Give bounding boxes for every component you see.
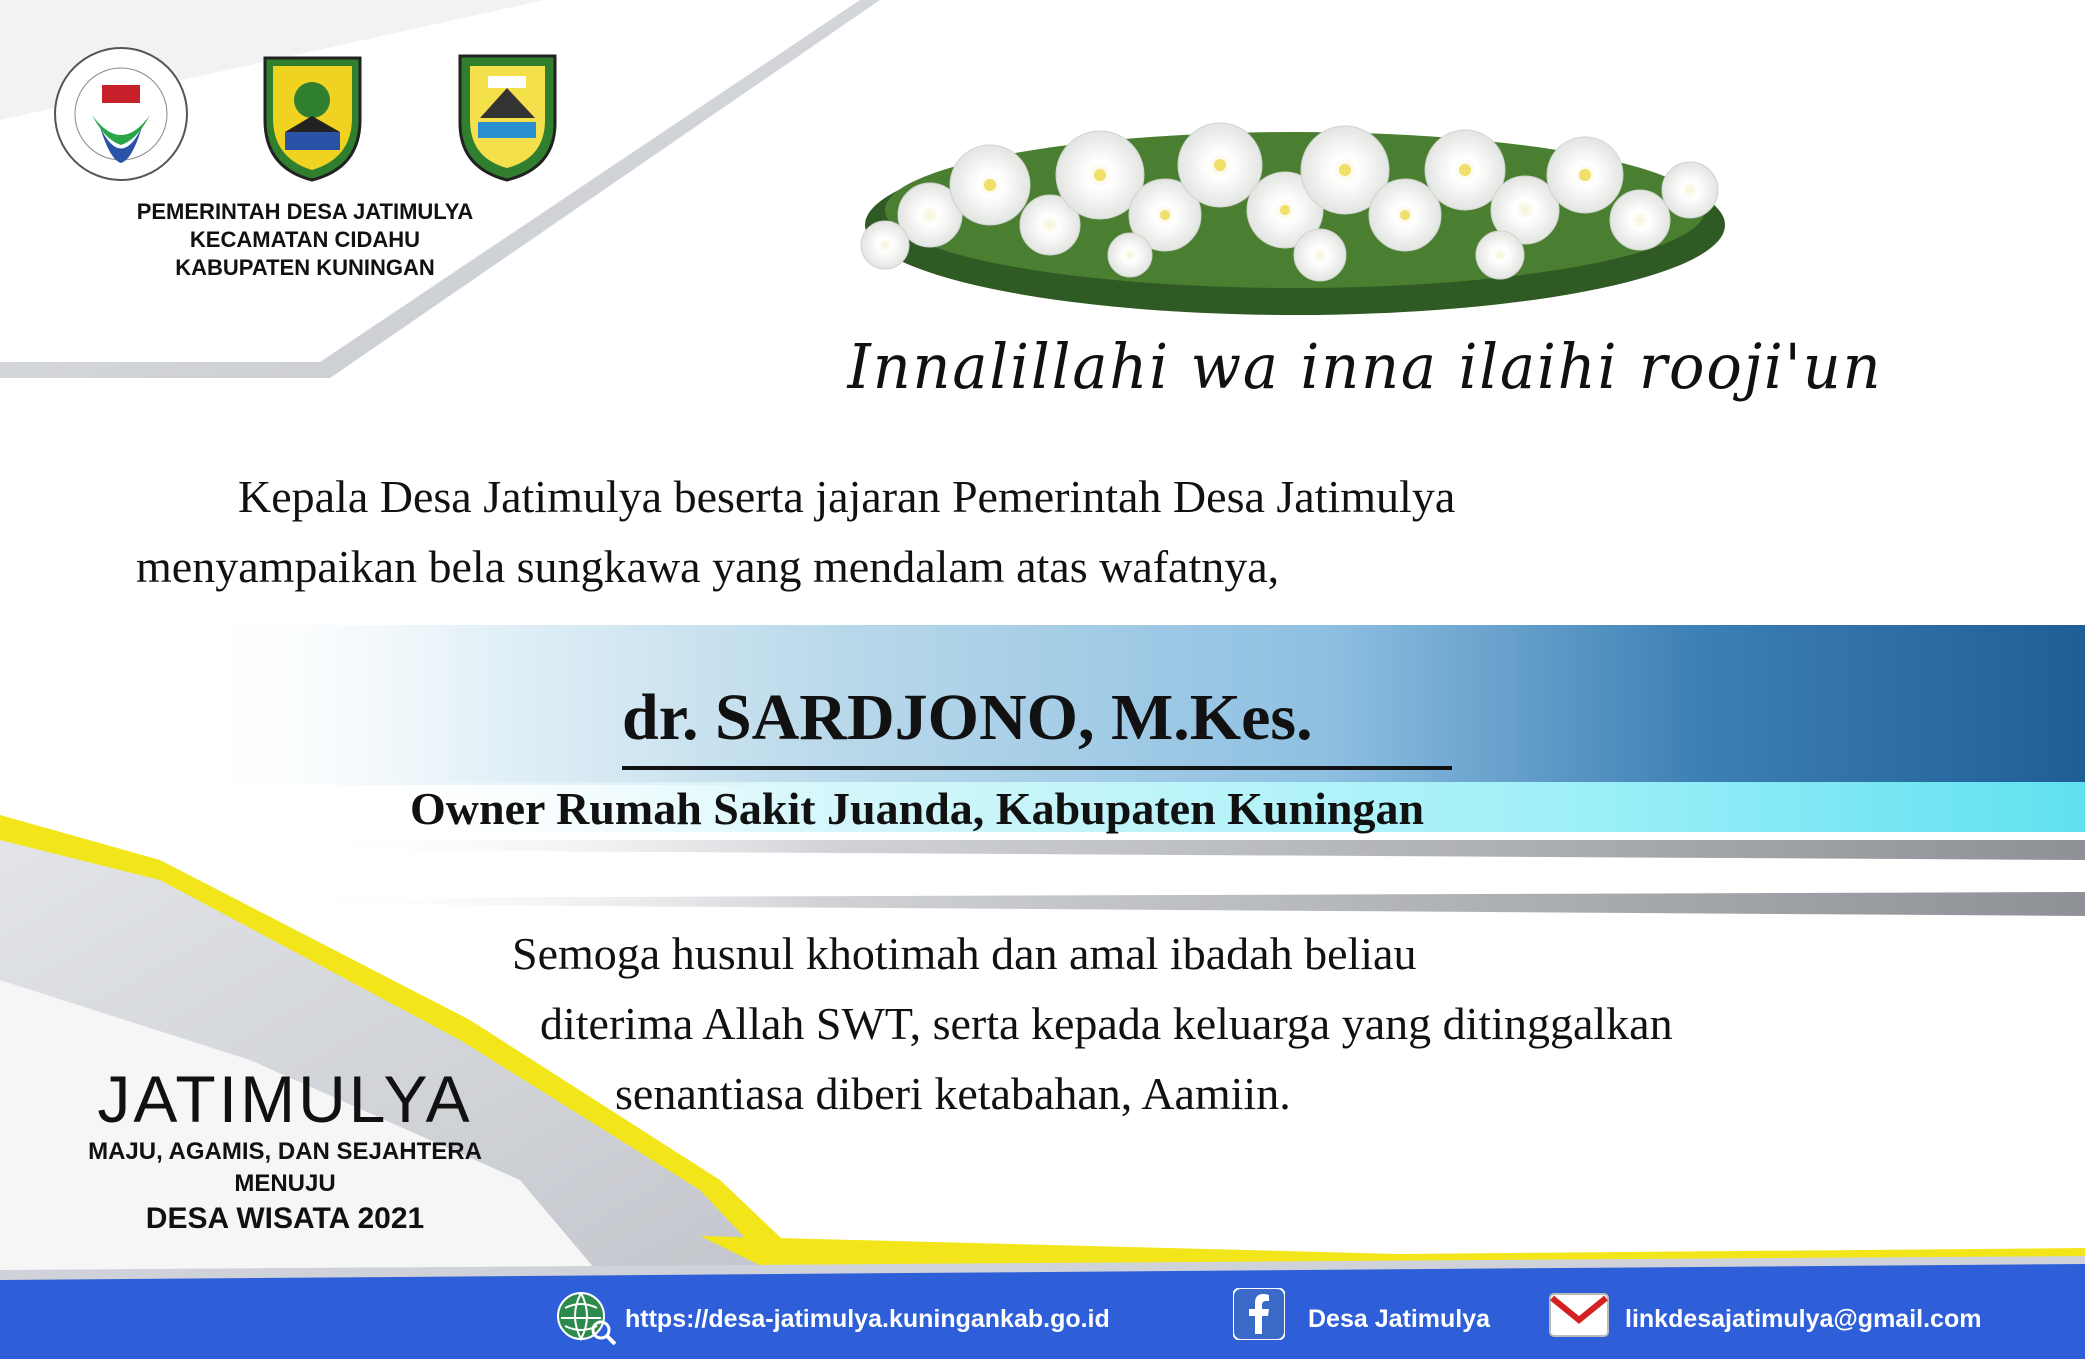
brand-goal: DESA WISATA 2021 (145, 1202, 425, 1235)
brand-tagline: MAJU, AGAMIS, DAN SEJAHTERA (88, 1138, 482, 1165)
email-address[interactable]: linkdesajatimulya@gmail.com (1625, 1305, 1982, 1333)
mail-icon (1548, 1292, 1610, 1343)
facebook-icon (1233, 1288, 1285, 1345)
prayer-line-1: Semoga husnul khotimah dan amal ibadah beliau (512, 928, 1417, 979)
header-line-3: KABUPATEN KUNINGAN (175, 255, 435, 280)
condolence-script-heading: Innalillahi wa inna ilaihi rooji'un (847, 330, 1883, 403)
deceased-role: Owner Rumah Sakit Juanda, Kabupaten Kuningan (410, 783, 1425, 834)
deceased-name: dr. SARDJONO, M.Kes. (622, 681, 1313, 754)
brand-title: JATIMULYA (97, 1062, 473, 1136)
facebook-page[interactable]: Desa Jatimulya (1308, 1305, 1491, 1333)
prayer-line-2: diterima Allah SWT, serta kepada keluarga yang ditinggalkan (540, 998, 1673, 1049)
flower-arrangement (861, 123, 1725, 315)
kemendesa-logo (52, 45, 190, 188)
brand-menuju: MENUJU (234, 1170, 336, 1197)
prayer-line-3: senantiasa diberi ketabahan, Aamiin. (615, 1068, 1291, 1119)
header-line-2: KECAMATAN CIDAHU (189, 227, 421, 252)
globe-icon (555, 1290, 617, 1351)
header-line-1: PEMERINTAH DESA JATIMULYA (136, 199, 474, 224)
intro-line-2: menyampaikan bela sungkawa yang mendalam atas wafatnya, (136, 541, 1280, 592)
intro-line-1: Kepala Desa Jatimulya beserta jajaran Pemerintah Desa Jatimulya (238, 471, 1456, 522)
village-branding (40, 1062, 530, 1238)
header-org-name (95, 198, 515, 282)
kuningan-logo (450, 48, 565, 191)
name-underline (622, 766, 1452, 770)
website-link[interactable]: https://desa-jatimulya.kuningankab.go.id (625, 1305, 1110, 1333)
jawa-barat-logo (255, 50, 370, 190)
